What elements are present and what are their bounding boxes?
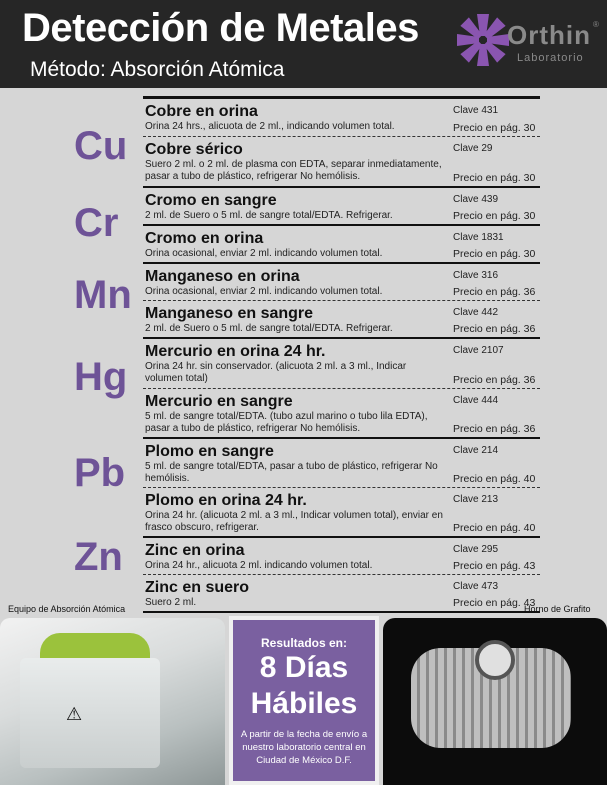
test-row xyxy=(143,439,540,488)
symbol-pb: Pb xyxy=(74,451,126,495)
test-description: Orina ocasional, enviar 2 ml. indicando volumen total. xyxy=(145,248,383,259)
test-price-ref: Precio en pág. 30 xyxy=(453,172,536,184)
test-code: Clave 295 xyxy=(453,544,499,555)
test-code: Clave 316 xyxy=(453,270,499,281)
test-description: 2 ml. de Suero o 5 ml. de sangre total/EDTA. Refrigerar. xyxy=(145,323,393,334)
test-name: Cromo en orina xyxy=(145,230,264,247)
test-code: Clave 444 xyxy=(453,395,499,406)
page-title: Detección de Metales xyxy=(22,6,419,50)
test-row xyxy=(143,339,540,389)
test-row xyxy=(143,188,540,226)
test-code: Clave 442 xyxy=(453,307,499,318)
logo-name: Orthin xyxy=(507,20,591,50)
promo-days: 8 Días xyxy=(259,651,349,684)
test-code: Clave 2107 xyxy=(453,345,504,356)
test-code: Clave 1831 xyxy=(453,232,504,243)
test-name: Plomo en sangre xyxy=(145,443,274,460)
orthin-logo xyxy=(455,12,600,72)
test-row xyxy=(143,488,540,538)
test-price-ref: Precio en pág. 30 xyxy=(453,248,536,260)
symbol-mn: Mn xyxy=(74,273,132,317)
tests-table xyxy=(143,96,540,613)
graphite-furnace-photo xyxy=(383,618,607,785)
test-price-ref: Precio en pág. 36 xyxy=(453,286,536,298)
test-description: Suero 2 ml. xyxy=(145,597,197,608)
test-code: Clave 213 xyxy=(453,494,499,505)
test-price-ref: Precio en pág. 36 xyxy=(453,323,536,335)
test-code: Clave 214 xyxy=(453,445,499,456)
test-price-ref: Precio en pág. 30 xyxy=(453,122,536,134)
symbol-cr: Cr xyxy=(74,201,119,245)
warning-icon: ⚠ xyxy=(66,704,83,724)
test-description: Orina 24 hrs., alicuota de 2 ml., indicando volumen total. xyxy=(145,121,395,132)
test-name: Cobre sérico xyxy=(145,141,243,158)
test-description: 2 ml. de Suero o 5 ml. de sangre total/EDTA. Refrigerar. xyxy=(145,210,393,221)
test-code: Clave 439 xyxy=(453,194,499,205)
test-description: Orina ocasional, enviar 2 ml. indicando volumen total. xyxy=(145,286,383,297)
test-price-ref: Precio en pág. 40 xyxy=(453,473,536,485)
test-code: Clave 29 xyxy=(453,143,493,154)
test-price-ref: Precio en pág. 43 xyxy=(453,560,536,572)
test-name: Zinc en suero xyxy=(145,579,250,596)
test-name: Mercurio en orina 24 hr. xyxy=(145,343,326,360)
test-row xyxy=(143,99,540,137)
promo-habiles: Hábiles xyxy=(250,687,358,720)
caption-right: Horno de Grafito xyxy=(524,604,591,614)
test-description: 5 ml. de sangre total/EDTA. (tubo azul marino o tubo lila EDTA), pasar a tubo de plástico, refrigerar No hemólisis. xyxy=(145,411,428,434)
test-row xyxy=(143,264,540,301)
results-promo xyxy=(229,616,379,785)
test-row xyxy=(143,389,540,439)
test-price-ref: Precio en pág. 36 xyxy=(453,423,536,435)
test-price-ref: Precio en pág. 43 xyxy=(453,597,536,609)
symbol-zn: Zn xyxy=(74,535,123,579)
test-description: 5 ml. de sangre total/EDTA, pasar a tubo de plástico, refrigerar No hemólisis. xyxy=(145,461,438,484)
logo-tagline: Laboratorio xyxy=(517,52,584,64)
flower-logo-icon xyxy=(455,12,511,68)
symbol-hg: Hg xyxy=(74,355,128,399)
test-row xyxy=(143,575,540,613)
header xyxy=(0,0,607,88)
test-name: Plomo en orina 24 hr. xyxy=(145,492,307,509)
atomic-absorption-equipment-photo xyxy=(0,618,225,785)
test-description: Orina 24 hr. sin conservador. (alicuota 2 ml. a 3 ml., Indicar volumen total) xyxy=(145,361,407,384)
test-code: Clave 473 xyxy=(453,581,499,592)
test-price-ref: Precio en pág. 36 xyxy=(453,374,536,386)
test-description: Orina 24 hr., alicuota 2 ml. indicando volumen total. xyxy=(145,560,373,571)
test-row xyxy=(143,301,540,339)
test-name: Manganeso en orina xyxy=(145,268,300,285)
symbol-cu: Cu xyxy=(74,124,128,168)
test-row xyxy=(143,538,540,575)
test-description: Suero 2 ml. o 2 ml. de plasma con EDTA, separar inmediatamente, pasar a tubo de plástico, refrigerar No hemólisis. xyxy=(145,159,442,182)
test-price-ref: Precio en pág. 40 xyxy=(453,522,536,534)
caption-left: Equipo de Absorción Atómica xyxy=(8,604,126,614)
test-name: Cobre en orina xyxy=(145,103,258,120)
test-name: Manganeso en sangre xyxy=(145,305,314,322)
test-name: Mercurio en sangre xyxy=(145,393,293,410)
equipment-body xyxy=(20,658,160,768)
promo-note: A partir de la fecha de envío a nuestro laboratorio central en Ciudad de México D.F. xyxy=(240,729,368,766)
test-price-ref: Precio en pág. 30 xyxy=(453,210,536,222)
furnace-window xyxy=(475,640,515,680)
test-name: Zinc en orina xyxy=(145,542,245,559)
test-code: Clave 431 xyxy=(453,105,499,116)
page-subtitle: Método: Absorción Atómica xyxy=(30,58,285,81)
test-name: Cromo en sangre xyxy=(145,192,277,209)
test-row xyxy=(143,137,540,188)
promo-lead: Resultados en: xyxy=(260,636,347,650)
registered-mark: ® xyxy=(593,20,599,29)
test-row xyxy=(143,226,540,264)
test-description: Orina 24 hr. (alicuota 2 ml. a 3 ml., Indicar volumen total), enviar en frasco obscuro, refrigerar. xyxy=(145,510,443,533)
